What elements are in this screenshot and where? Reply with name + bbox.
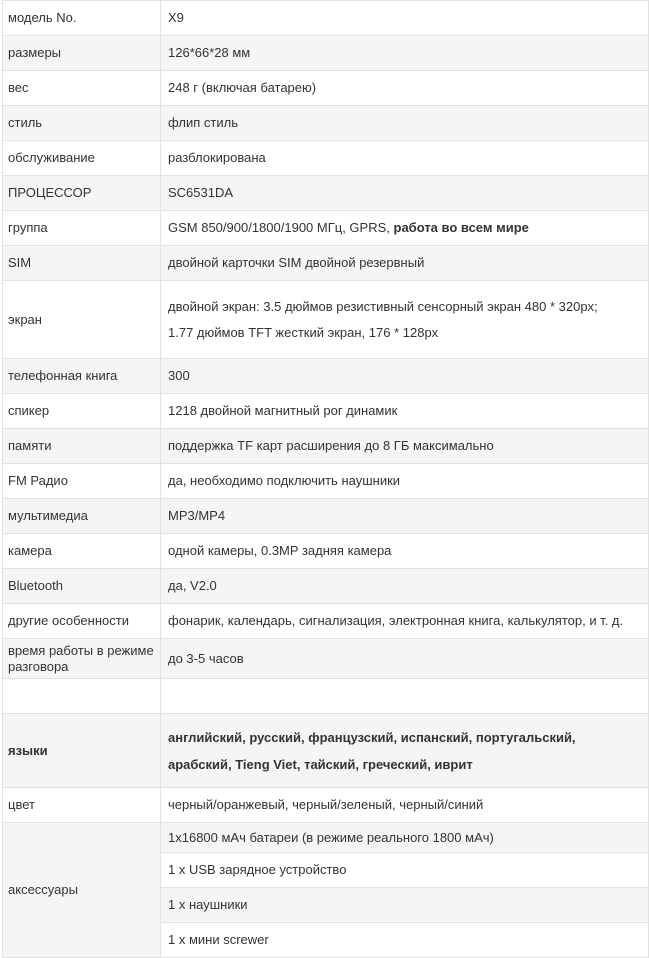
spec-row-cpu	[3, 176, 649, 211]
spec-value: двойной карточки SIM двойной резервный	[161, 246, 649, 281]
screen-line-2: 1.77 дюймов TFT жесткий экран, 176 * 128px	[168, 324, 439, 340]
spec-label: экран	[3, 281, 161, 359]
spec-value: MP3/MP4	[161, 499, 649, 534]
spec-value: одной камеры, 0.3MP задняя камера	[161, 534, 649, 569]
spec-value: фонарик, календарь, сигнализация, электронная книга, калькулятор, и т. д.	[161, 604, 649, 639]
spec-label: стиль	[3, 106, 161, 141]
spec-row-bluetooth	[3, 569, 649, 604]
spec-value: да, необходимо подключить наушники	[161, 464, 649, 499]
spec-value: поддержка TF карт расширения до 8 ГБ максимально	[161, 429, 649, 464]
spec-label: FM Радио	[3, 464, 161, 499]
spec-row-weight	[3, 71, 649, 106]
spec-row-memory	[3, 429, 649, 464]
spec-row-model	[3, 1, 649, 36]
spec-row-screen	[3, 281, 649, 359]
spec-label: модель No.	[3, 1, 161, 36]
spec-value-empty	[161, 679, 649, 714]
spec-label: телефонная книга	[3, 359, 161, 394]
spec-label: аксессуары	[3, 823, 161, 958]
spec-value: черный/оранжевый, черный/зеленый, черный/синий	[161, 788, 649, 823]
spec-row-talktime	[3, 639, 649, 679]
spec-value: разблокирована	[161, 141, 649, 176]
spec-value: SC6531DA	[161, 176, 649, 211]
spec-row-speaker	[3, 394, 649, 429]
spec-label: мультимедиа	[3, 499, 161, 534]
spec-value	[161, 714, 649, 788]
accessory-item: 1 x мини screwer	[161, 923, 649, 958]
spec-value	[161, 281, 649, 359]
spec-value: флип стиль	[161, 106, 649, 141]
spec-row-style	[3, 106, 649, 141]
spec-label: обслуживание	[3, 141, 161, 176]
band-value-text: GSM 850/900/1800/1900 МГц, GPRS,	[168, 220, 394, 235]
spec-table	[2, 0, 649, 958]
languages-line-1: английский, русский, французский, испанский, португальский,	[168, 729, 576, 745]
accessory-item: 1 x USB зарядное устройство	[161, 853, 649, 888]
spec-row-camera	[3, 534, 649, 569]
spec-row-service	[3, 141, 649, 176]
spec-value	[161, 211, 649, 246]
languages-line-2: арабский, Tieng Viet, тайский, греческий, иврит	[168, 756, 473, 772]
spec-value: 126*66*28 мм	[161, 36, 649, 71]
spec-row-multimedia	[3, 499, 649, 534]
spec-row-accessories	[3, 823, 649, 853]
spec-row-fm	[3, 464, 649, 499]
spec-label: вес	[3, 71, 161, 106]
band-value-emphasis: работа во всем мире	[393, 220, 529, 235]
spec-label: ПРОЦЕССОР	[3, 176, 161, 211]
spec-label: другие особенности	[3, 604, 161, 639]
spec-value: 300	[161, 359, 649, 394]
spec-label: языки	[3, 714, 161, 788]
spec-label: камера	[3, 534, 161, 569]
spec-label: памяти	[3, 429, 161, 464]
spec-row-size	[3, 36, 649, 71]
spec-label-empty	[3, 679, 161, 714]
spec-label: спикер	[3, 394, 161, 429]
spec-row-sim	[3, 246, 649, 281]
spec-row-languages	[3, 714, 649, 788]
spec-value: 248 г (включая батарею)	[161, 71, 649, 106]
spec-label: группа	[3, 211, 161, 246]
spec-label: цвет	[3, 788, 161, 823]
spec-row-other	[3, 604, 649, 639]
spec-label: размеры	[3, 36, 161, 71]
spec-label: Bluetooth	[3, 569, 161, 604]
spec-label: время работы в режиме разговора	[3, 639, 161, 679]
spec-row-band	[3, 211, 649, 246]
screen-line-1: двойной экран: 3.5 дюймов резистивный сенсорный экран 480 * 320px;	[168, 298, 598, 314]
spec-value: 1218 двойной магнитный рог динамик	[161, 394, 649, 429]
spec-row-empty	[3, 679, 649, 714]
spec-value: до 3-5 часов	[161, 639, 649, 679]
accessory-item: 1x16800 мАч батареи (в режиме реального 1800 мАч)	[161, 823, 649, 853]
spec-value: да, V2.0	[161, 569, 649, 604]
accessory-item: 1 x наушники	[161, 888, 649, 923]
spec-row-phonebook	[3, 359, 649, 394]
spec-label: SIM	[3, 246, 161, 281]
spec-value: X9	[161, 1, 649, 36]
spec-row-color	[3, 788, 649, 823]
